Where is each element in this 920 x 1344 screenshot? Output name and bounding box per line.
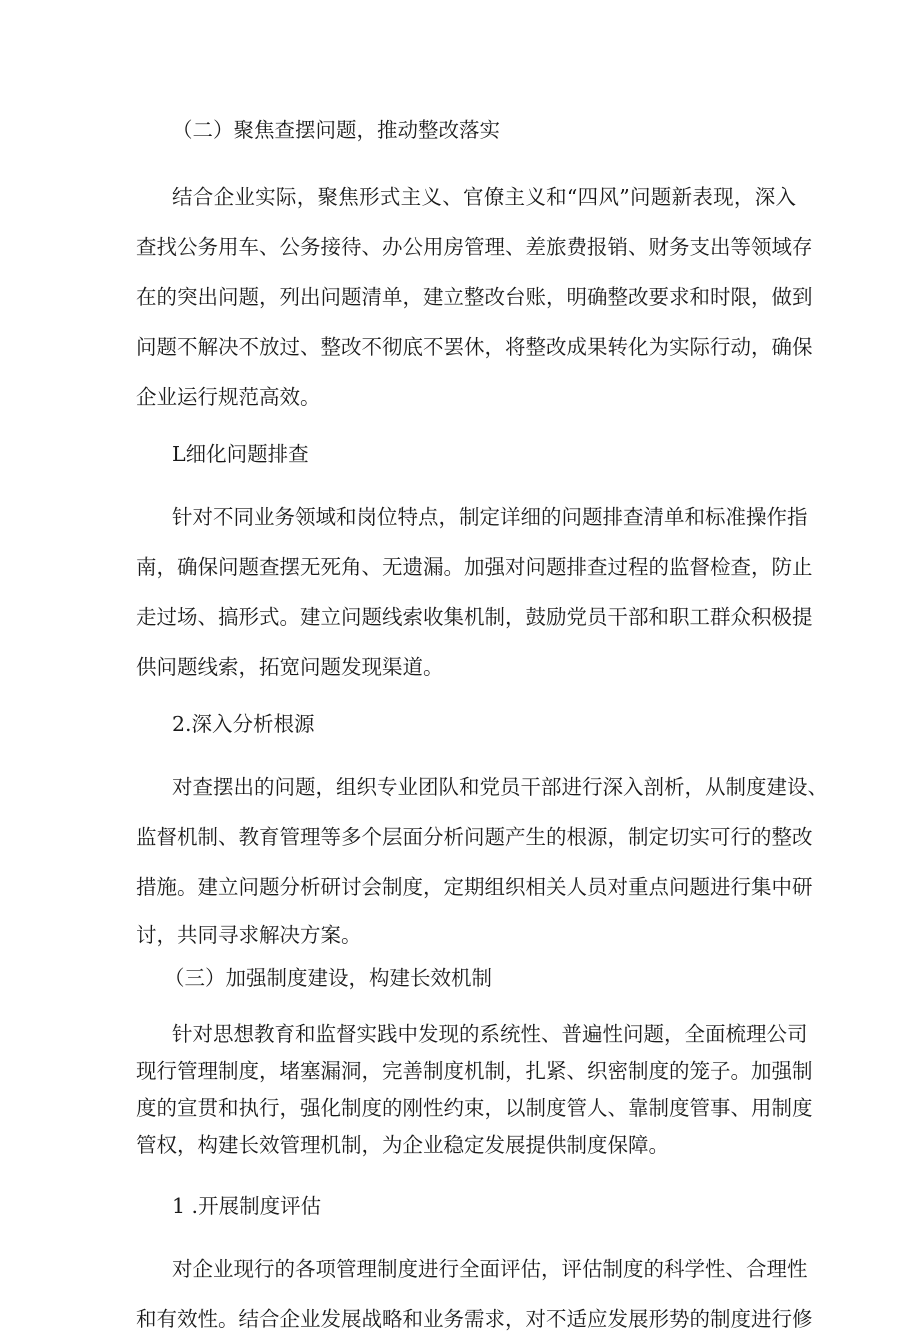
paragraph-line: 对查摆出的问题，组织专业团队和党员干部进行深入剖析，从制度建设、 xyxy=(172,775,828,799)
paragraph-line: 管权，构建长效管理机制，为企业稳定发展提供制度保障。 xyxy=(136,1133,669,1157)
section-3-item-1-title: 1 .开展制度评估 xyxy=(172,1194,322,1218)
paragraph-line: 度的宣贯和执行，强化制度的刚性约束，以制度管人、靠制度管事、用制度 xyxy=(136,1096,813,1120)
item-2-title: 2.深入分析根源 xyxy=(172,712,315,736)
paragraph-line: 针对思想教育和监督实践中发现的系统性、普遍性问题，全面梳理公司 xyxy=(172,1022,808,1046)
paragraph-line: 南，确保问题查摆无死角、无遗漏。加强对问题排查过程的监督检查，防止 xyxy=(136,555,813,579)
paragraph-line: 在的突出问题，列出问题清单，建立整改台账，明确整改要求和时限，做到 xyxy=(136,285,813,309)
paragraph-line: 监督机制、教育管理等多个层面分析问题产生的根源，制定切实可行的整改 xyxy=(136,825,813,849)
item-2-body xyxy=(136,762,828,958)
section-3-intro xyxy=(136,1016,813,1164)
paragraph-line: 结合企业实际，聚焦形式主义、官僚主义和“四风”问题新表现，深入 xyxy=(172,185,796,209)
section-2-intro xyxy=(136,172,813,422)
paragraph-line: 讨，共同寻求解决方案。 xyxy=(136,923,362,947)
paragraph-line: 和有效性。结合企业发展战略和业务需求，对不适应发展形势的制度进行修 xyxy=(136,1307,813,1331)
paragraph-line: 措施。建立问题分析研讨会制度，定期组织相关人员对重点问题进行集中研 xyxy=(136,875,813,899)
paragraph-line: 走过场、搞形式。建立问题线索收集机制，鼓励党员干部和职工群众积极提 xyxy=(136,605,813,629)
item-1-title: L细化问题排查 xyxy=(172,442,309,466)
paragraph-line: 供问题线索，拓宽问题发现渠道。 xyxy=(136,655,444,679)
section-3-item-1-body xyxy=(136,1244,813,1344)
paragraph-line: 查找公务用车、公务接待、办公用房管理、差旅费报销、财务支出等领域存 xyxy=(136,235,813,259)
item-1-body xyxy=(136,492,813,692)
paragraph-line: 针对不同业务领域和岗位特点，制定详细的问题排查清单和标准操作指 xyxy=(172,505,808,529)
paragraph-line: 问题不解决不放过、整改不彻底不罢休，将整改成果转化为实际行动，确保 xyxy=(136,335,813,359)
section-2-heading: （二）聚焦查摆问题，推动整改落实 xyxy=(172,118,500,142)
section-3-heading: （三）加强制度建设，构建长效机制 xyxy=(164,966,492,990)
paragraph-line: 企业运行规范高效。 xyxy=(136,385,321,409)
paragraph-line: 现行管理制度，堵塞漏洞，完善制度机制，扎紧、织密制度的笼子。加强制 xyxy=(136,1059,813,1083)
paragraph-line: 对企业现行的各项管理制度进行全面评估，评估制度的科学性、合理性 xyxy=(172,1257,808,1281)
